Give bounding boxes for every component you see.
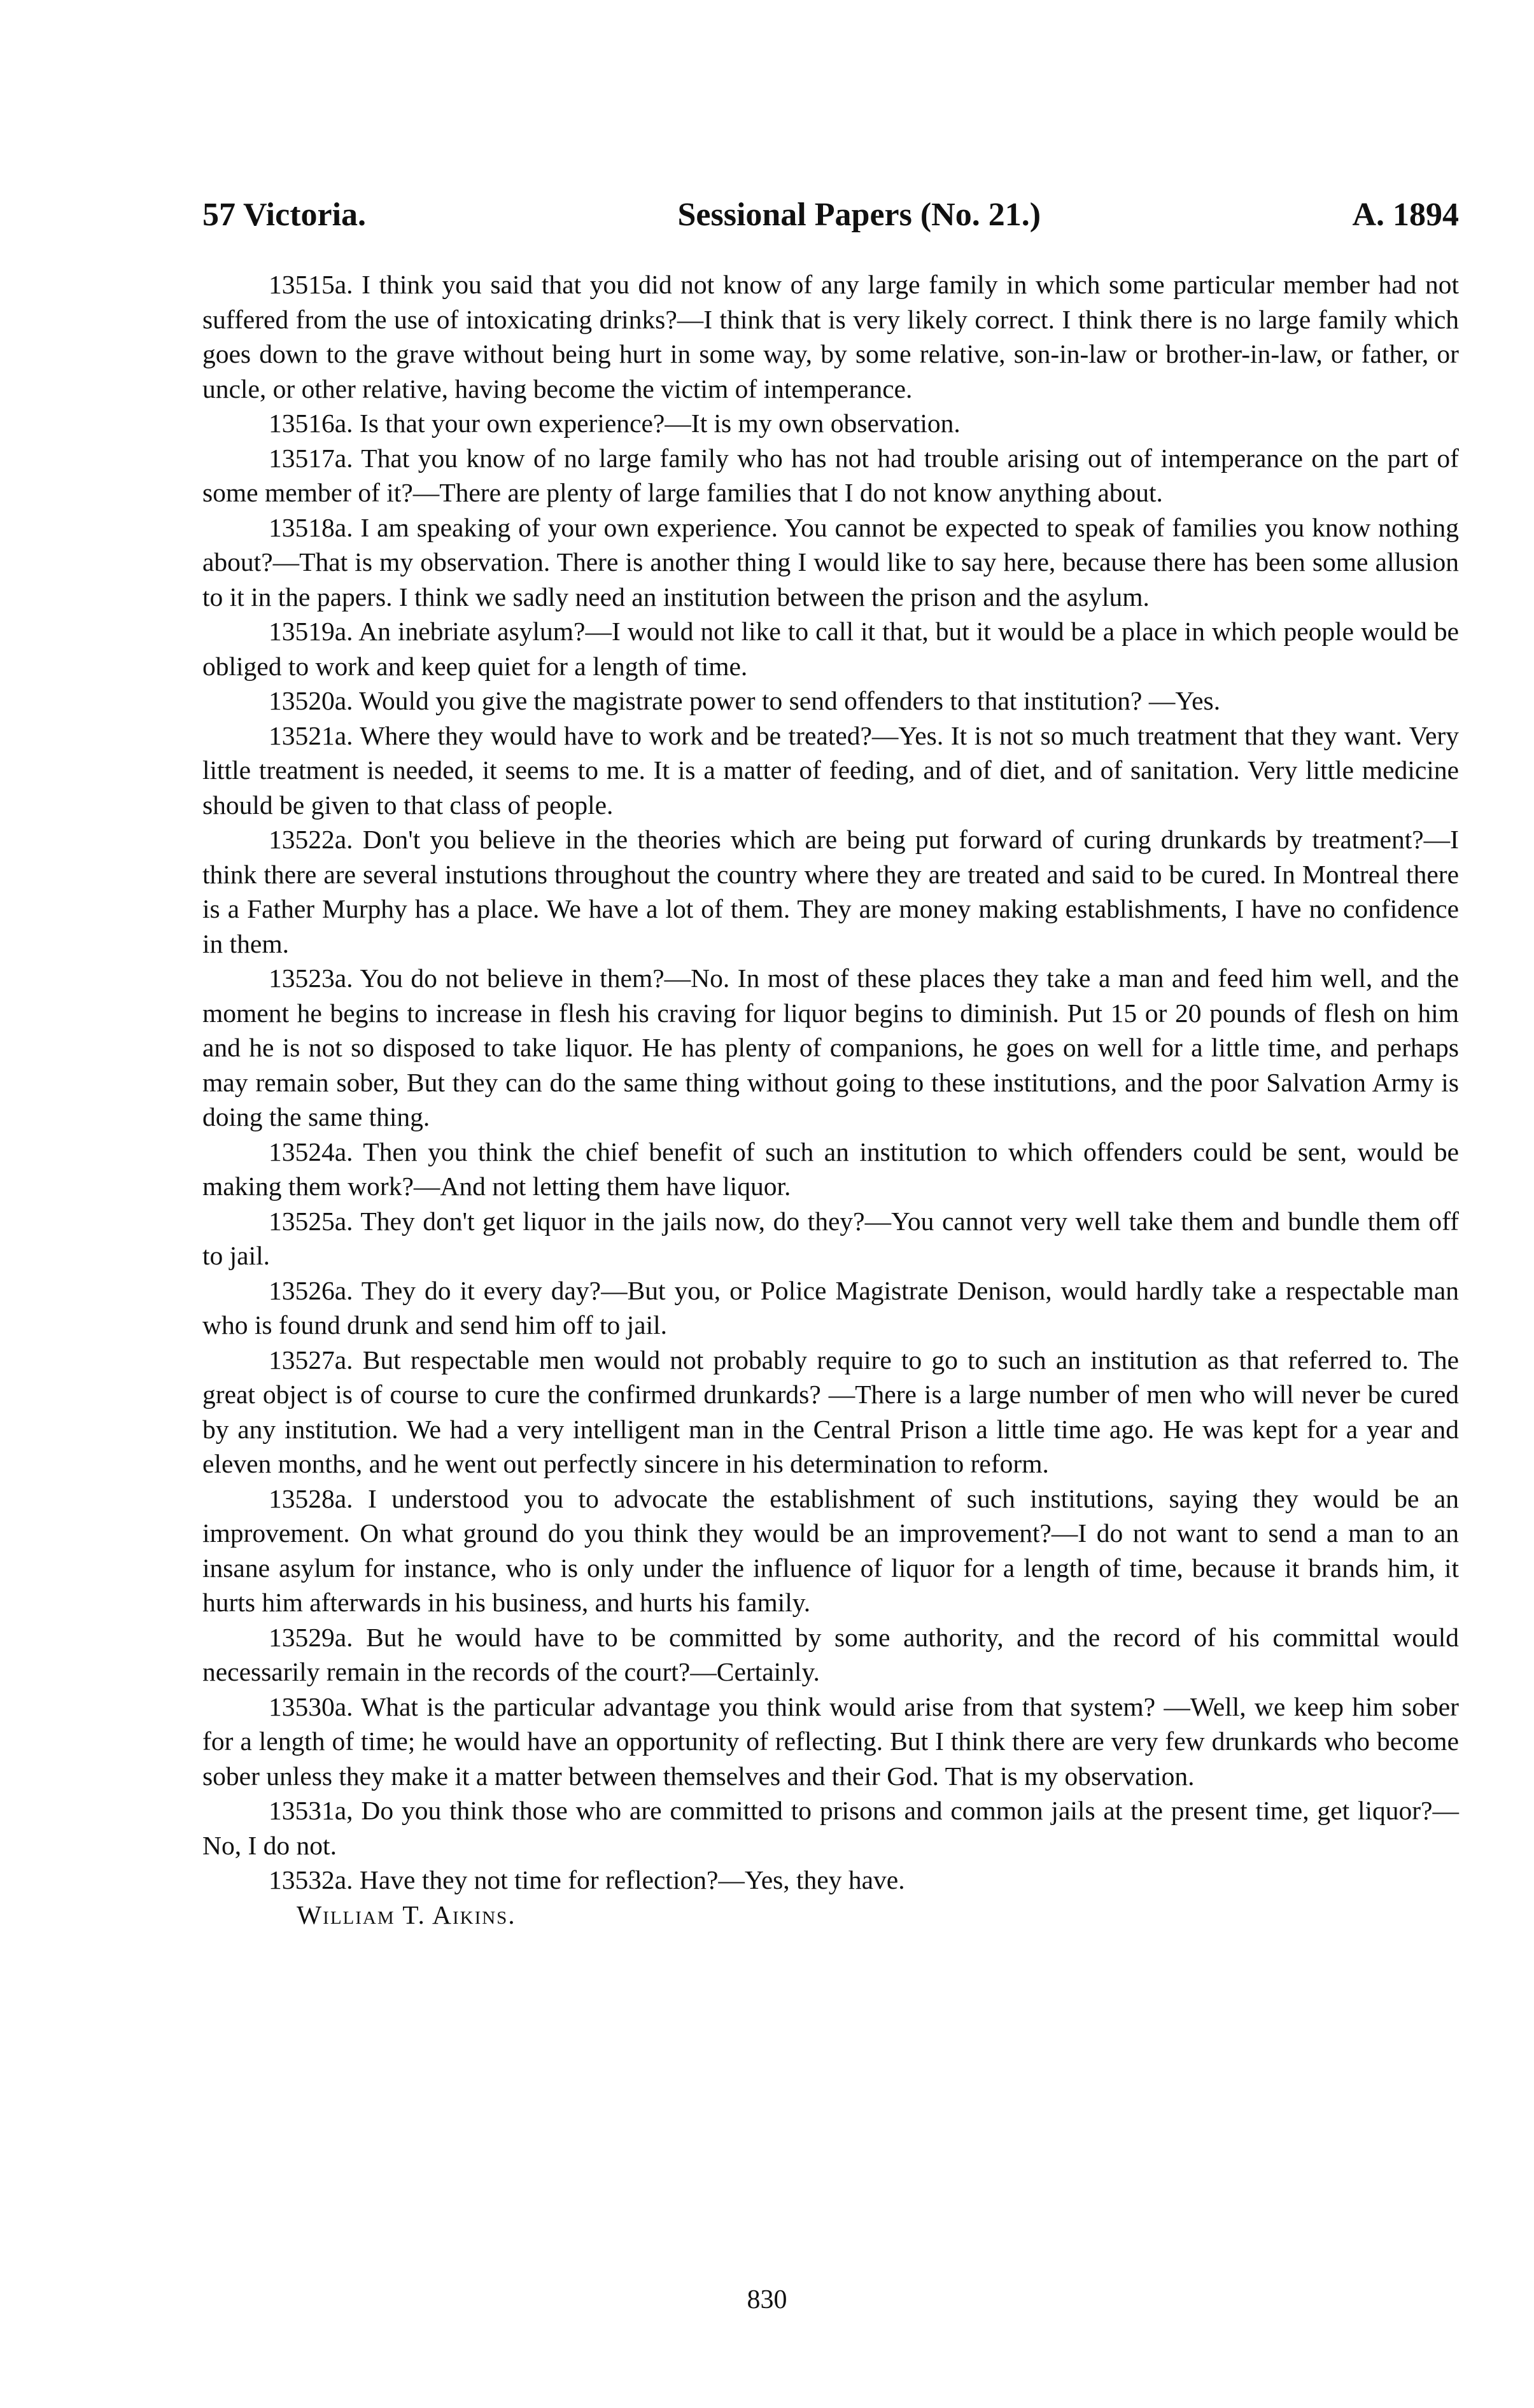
testimony-paragraph: 13520a. Would you give the magistrate power to send offenders to that institution? —Yes.: [269, 686, 1221, 715]
testimony-paragraph: 13516a. Is that your own experience?—It is my own observation.: [269, 409, 961, 438]
testimony-paragraph: 13523a. You do not believe in them?—No. In most of these places they take a man and feed him well, and the moment he begins to increase in flesh his craving for liquor begins to diminish. Put 15 or 20 pounds of flesh on him and he is not so disposed to take liquor. He has plenty of companions, he goes on well for a little time, and perhaps may remain sober, But they can do the same thing without going to these institutions, and the poor Salvation Army is doing the same thing.: [202, 963, 1459, 1131]
testimony-paragraph: 13531a, Do you think those who are committed to prisons and common jails at the present time, get liquor?—No, I do not.: [202, 1796, 1459, 1860]
testimony-paragraph: 13522a. Don't you believe in the theories which are being put forward of curing drunkards by treatment?—I think there are several instutions throughout the country where they are treated and said to be cured. In Montreal there is a Father Murphy has a place. We have a lot of them. They are money making establishments, I have no confidence in them.: [202, 825, 1459, 958]
testimony-paragraph: 13524a. Then you think the chief benefit of such an institution to which offenders could be sent, would be making them work?—And not letting them have liquor.: [202, 1137, 1459, 1201]
testimony-paragraph: 13529a. But he would have to be committed by some authority, and the record of his committal would necessarily remain in the records of the court?—Certainly.: [202, 1622, 1459, 1686]
testimony-paragraph: 13527a. But respectable men would not probably require to go to such an institution as that referred to. The great object is of course to cure the confirmed drunkards? —There is a large number of men who will never be cured by any institution. We had a very intelligent man in the Central Prison a little time ago. He was kept for a year and eleven months, and he went out perfectly sincere in his determination to reform.: [202, 1345, 1459, 1478]
header-session: 57 Victoria.: [202, 197, 367, 233]
testimony-paragraph: 13528a. I understood you to advocate the establishment of such institutions, saying they would be an improvement. On what ground do you think they would be an improvement?—I do not want to send a man to an insane asylum for instance, who is only under the influence of liquor for a length of time, because it brands him, it hurts him afterwards in his business, and hurts his family.: [202, 1483, 1459, 1617]
page-header: [202, 196, 1459, 234]
testimony-paragraph: 13530a. What is the particular advantage you think would arise from that system? —Well, we keep him sober for a length of time; he would have an opportunity of reflecting. But I think there are very few drunkards who become sober unless they make it a matter between themselves and their God. That is my observation.: [202, 1691, 1459, 1791]
testimony-body: [202, 267, 1459, 1932]
testimony-paragraph: 13519a. An inebriate asylum?—I would not like to call it that, but it would be a place in which people would be obliged to work and keep quiet for a length of time.: [202, 617, 1459, 681]
witness-signature: William T. Aikins.: [297, 1900, 516, 1929]
testimony-paragraph: 13526a. They do it every day?—But you, or Police Magistrate Denison, would hardly take a respectable man who is found drunk and send him off to jail.: [202, 1275, 1459, 1340]
testimony-paragraph: 13525a. They don't get liquor in the jails now, do they?—You cannot very well take them and bundle them off to jail.: [202, 1206, 1459, 1270]
testimony-paragraph: 13532a. Have they not time for reflection?—Yes, they have.: [269, 1865, 905, 1894]
testimony-paragraph: 13521a. Where they would have to work and be treated?—Yes. It is not so much treatment that they want. Very little treatment is needed, it seems to me. It is a matter of feeding, and of diet, and of sanitation. Very little medicine should be given to that class of people.: [202, 720, 1459, 820]
page-number: 830: [747, 2285, 787, 2314]
testimony-paragraph: 13517a. That you know of no large family who has not had trouble arising out of intemperance on the part of some member of it?—There are plenty of large families that I do not know anything about.: [202, 443, 1459, 507]
header-title: Sessional Papers (No. 21.): [677, 197, 1041, 233]
testimony-paragraph: 13515a. I think you said that you did not know of any large family in which some particular member had not suffered from the use of intoxicating drinks?—I think that is very likely correct. I think there is no large family which goes down to the grave without being hurt in some way, by some relative, son-in-law or brother-in-law, or father, or uncle, or other relative, having become the victim of intemperance.: [202, 270, 1459, 403]
testimony-paragraph: 13518a. I am speaking of your own experience. You cannot be expected to speak of families you know nothing about?—That is my observation. There is another thing I would like to say here, because there has been some allusion to it in the papers. I think we sadly need an institution between the prison and the asylum.: [202, 512, 1459, 612]
header-year: A. 1894: [1352, 197, 1459, 233]
